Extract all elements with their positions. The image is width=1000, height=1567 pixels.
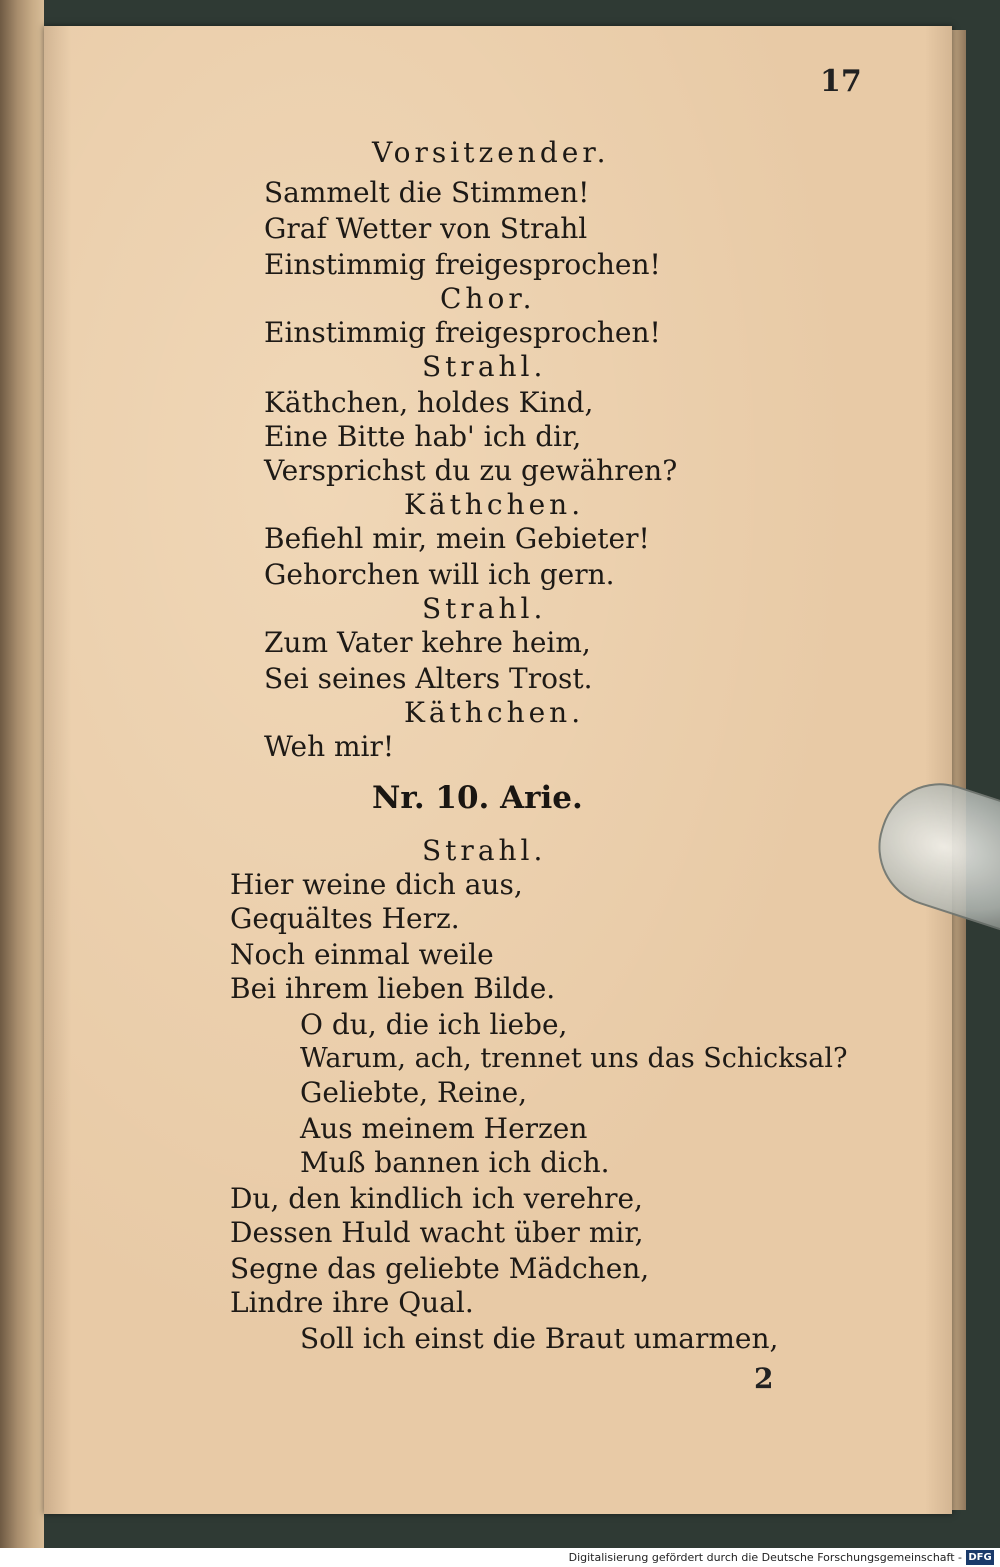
section-heading: Nr. 10. Arie. [372,780,583,816]
verse-line: Einstimmig freigesprochen! [264,248,661,281]
verse-line: Sei seines Alters Trost. [264,662,593,695]
page-number: 17 [820,64,862,99]
verse-line: Warum, ach, trennet uns das Schicksal? [300,1043,848,1074]
verse-line: Einstimmig freigesprochen! [264,316,661,349]
verse-line: Noch einmal weile [230,938,494,971]
verse-line: Käthchen, holdes Kind, [264,386,594,419]
verse-line: Du, den kindlich ich verehre, [230,1182,643,1215]
verse-line: Geliebte, Reine, [300,1076,528,1109]
speaker-label: Strahl. [422,834,547,867]
verse-line: Aus meinem Herzen [300,1112,588,1145]
verse-line: Versprichst du zu gewähren? [264,454,678,487]
verse-line: Gequältes Herz. [230,902,460,935]
verse-line: O du, die ich liebe, [300,1008,568,1041]
speaker-label: Strahl. [422,592,547,625]
book-spine [0,0,44,1567]
verse-line: Zum Vater kehre heim, [264,626,591,659]
verse-line: Dessen Huld wacht über mir, [230,1216,644,1249]
verse-line: Segne das geliebte Mädchen, [230,1252,650,1285]
verse-line: Bei ihrem lieben Bilde. [230,972,556,1005]
footer-credit: Digitalisierung gefördert durch die Deutsche Forschungsgemeinschaft - [568,1551,962,1564]
verse-line: Muß bannen ich dich. [300,1146,610,1179]
signature-mark: 2 [754,1362,774,1395]
verse-line: Gehorchen will ich gern. [264,558,615,591]
page-edge [952,30,966,1510]
speaker-label: Strahl. [422,350,547,383]
verse-line: Soll ich einst die Braut umarmen, [300,1322,779,1355]
verse-line: Hier weine dich aus, [230,868,523,901]
verse-line: Eine Bitte hab' ich dir, [264,420,582,453]
verse-line: Weh mir! [264,730,395,763]
speaker-label: Chor. [440,282,536,315]
verse-line: Befiehl mir, mein Gebieter! [264,522,650,555]
speaker-label: Käthchen. [404,696,585,729]
dfg-logo: DFG [966,1550,994,1565]
verse-line: Sammelt die Stimmen! [264,176,590,209]
speaker-label: Vorsitzender. [372,136,610,169]
verse-line: Graf Wetter von Strahl [264,212,588,245]
verse-line: Lindre ihre Qual. [230,1286,474,1319]
speaker-label: Käthchen. [404,488,585,521]
